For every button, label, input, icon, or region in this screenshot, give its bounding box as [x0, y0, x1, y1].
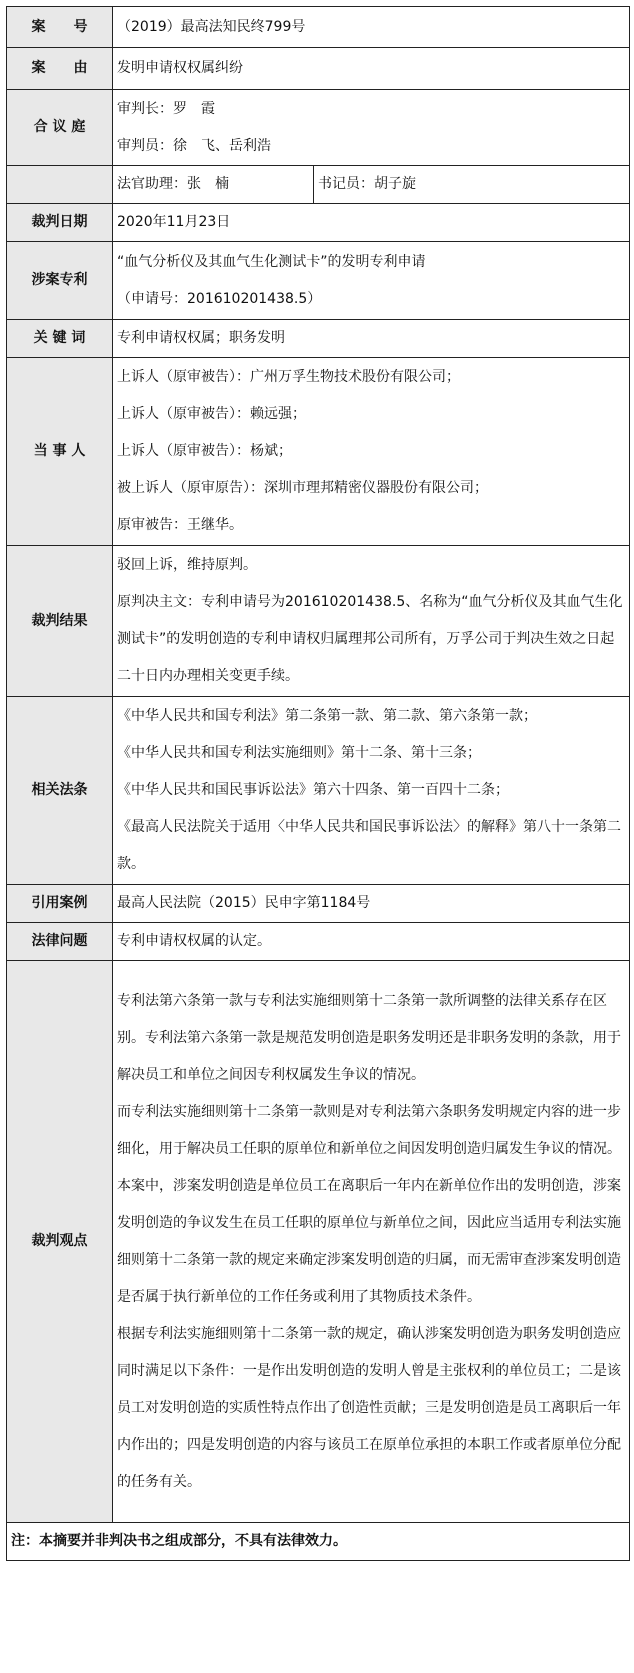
label-text: 当 事 人	[33, 443, 86, 459]
row-opinion	[7, 961, 630, 1523]
opinion-paragraph: 根据专利法实施细则第十二条第一款的规定，确认涉案发明创造为职务发明创造应同时满足以下条件：一是作出发明创造的发明人曾是主张权利的单位员工；二是该员工对发明创造的实质性特点作出了创造性贡献；三是发明创造是员工离职后一年内作出的；四是发明创造的内容与该员工在原单位承担的本职工作或者原单位分配的任务有关。	[117, 1325, 621, 1490]
label-date	[7, 204, 113, 242]
row-result	[7, 546, 630, 697]
label-keywords	[7, 320, 113, 358]
value-parties	[113, 358, 630, 546]
party-line: 被上诉人（原审原告）：深圳市理邦精密仪器股份有限公司；	[117, 480, 488, 496]
label-cited-case	[7, 885, 113, 923]
result-paragraph: 驳回上诉，维持原判。	[117, 557, 257, 573]
label-text: 案 由	[31, 60, 88, 76]
label-text: 关 键 词	[33, 330, 86, 346]
law-item: 《中华人民共和国民事诉讼法》第六十四条、第一百四十二条；	[117, 782, 509, 798]
judge-assistant: 法官助理：张 楠	[113, 166, 314, 203]
row-cited-case	[7, 885, 630, 923]
value-keywords: 专利申请权权属；职务发明	[113, 320, 630, 358]
value-cause: 发明申请权权属纠纷	[113, 48, 630, 90]
row-parties	[7, 358, 630, 546]
opinion-paragraph: 专利法第六条第一款与专利法实施细则第十二条第一款所调整的法律关系存在区别。专利法第六条第一款是规范发明创造是职务发明还是非职务发明的条款，用于解决员工和单位之间因专利权属发生争议的情况。	[117, 992, 621, 1083]
label-assistants-empty	[7, 166, 113, 204]
label-text: 法律问题	[31, 933, 88, 949]
disclaimer-note: 注：本摘要并非判决书之组成部分，不具有法律效力。	[7, 1523, 630, 1561]
value-result	[113, 546, 630, 697]
party-line: 上诉人（原审被告）：赖远强；	[117, 406, 306, 422]
law-item: 《中华人民共和国专利法》第二条第一款、第二款、第六条第一款；	[117, 708, 537, 724]
label-legal-issue	[7, 923, 113, 961]
value-legal-issue: 专利申请权权属的认定。	[113, 923, 630, 961]
value-laws	[113, 697, 630, 885]
row-case-number	[7, 7, 630, 48]
row-date	[7, 204, 630, 242]
value-assistants	[113, 166, 630, 204]
value-patent	[113, 242, 630, 320]
label-text: 引用案例	[31, 895, 88, 911]
law-item: 《中华人民共和国专利法实施细则》第十二条、第十三条；	[117, 745, 481, 761]
label-parties	[7, 358, 113, 546]
party-line: 上诉人（原审被告）：广州万孚生物技术股份有限公司；	[117, 369, 460, 385]
panel-line: 审判长：罗 霞	[117, 100, 215, 117]
row-cause	[7, 48, 630, 90]
label-case-number	[7, 7, 113, 48]
patent-line: （申请号：201610201438.5）	[117, 290, 322, 307]
row-legal-issue	[7, 923, 630, 961]
value-date: 2020年11月23日	[113, 204, 630, 242]
label-panel	[7, 90, 113, 166]
label-text: 涉案专利	[31, 272, 88, 288]
row-assistants	[7, 166, 630, 204]
row-patent	[7, 242, 630, 320]
value-cited-case: 最高人民法院（2015）民申字第1184号	[113, 885, 630, 923]
party-line: 上诉人（原审被告）：杨斌；	[117, 443, 292, 459]
summary-table	[6, 6, 630, 1561]
label-laws	[7, 697, 113, 885]
label-patent	[7, 242, 113, 320]
result-paragraph: 原判决主文：专利申请号为201610201438.5、名称为“血气分析仪及其血气生化测试卡”的发明创造的专利申请权归属理邦公司所有，万孚公司于判决生效之日起二十日内办理相关变更手续。	[117, 594, 623, 684]
label-text: 裁判结果	[31, 612, 88, 629]
label-text: 合 议 庭	[33, 119, 86, 135]
label-result	[7, 546, 113, 697]
value-case-number: （2019）最高法知民终799号	[113, 7, 630, 48]
row-panel	[7, 90, 630, 166]
label-cause	[7, 48, 113, 90]
law-item: 《最高人民法院关于适用〈中华人民共和国民事诉讼法〉的解释》第八十一条第二款。	[117, 819, 621, 872]
court-clerk: 书记员：胡子旋	[318, 176, 416, 192]
label-text: 裁判观点	[31, 1233, 88, 1249]
panel-line: 审判员：徐 飞、岳利浩	[117, 137, 271, 154]
label-text: 裁判日期	[31, 214, 88, 230]
label-opinion	[7, 961, 113, 1523]
value-panel	[113, 90, 630, 166]
patent-line: “血气分析仪及其血气生化测试卡”的发明专利申请	[117, 253, 426, 270]
label-text: 相关法条	[31, 782, 88, 798]
label-text: 案 号	[31, 18, 88, 35]
opinion-paragraph: 而专利法实施细则第十二条第一款则是对专利法第六条职务发明规定内容的进一步细化，用于解决员工任职的原单位和新单位之间因发明创造归属发生争议的情况。本案中，涉案发明创造是单位员工在离职后一年内在新单位作出的发明创造，涉案发明创造的争议发生在员工任职的原单位与新单位之间，因此应当适用专利法实施细则第十二条第一款的规定来确定涉案发明创造的归属，而无需审查涉案发明创造是否属于执行新单位的工作任务或利用了其物质技术条件。	[117, 1103, 621, 1305]
row-keywords	[7, 320, 630, 358]
row-laws	[7, 697, 630, 885]
party-line: 原审被告：王继华。	[117, 517, 243, 533]
value-opinion	[113, 961, 630, 1523]
row-note	[7, 1523, 630, 1561]
